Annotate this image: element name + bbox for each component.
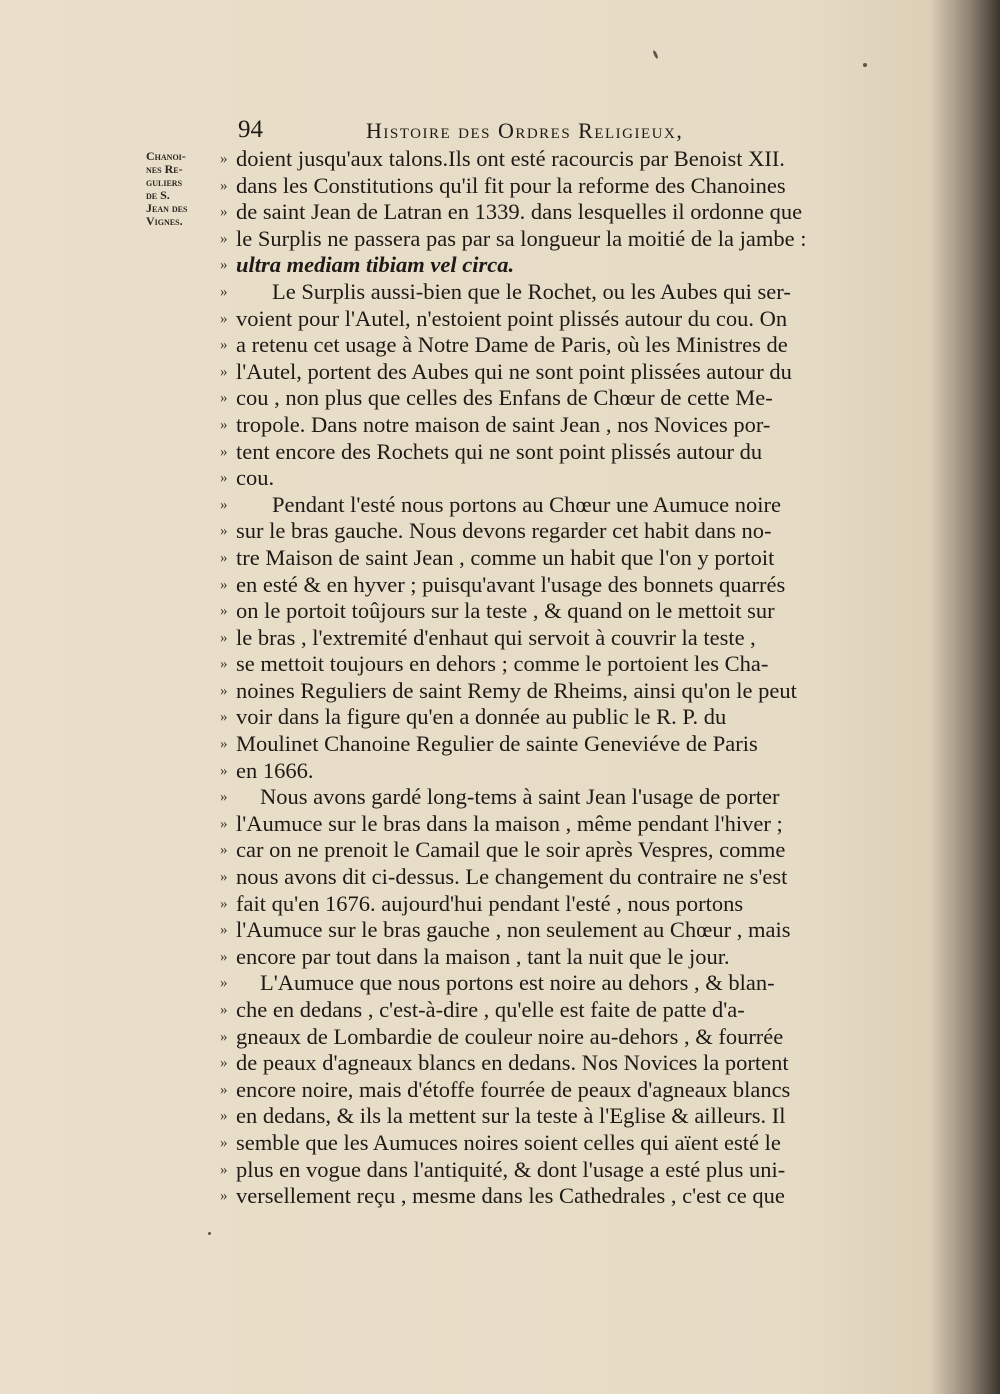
line-text: tropole. Dans notre maison de saint Jean , nos Novices por-: [236, 411, 771, 437]
text-line: [220, 332, 880, 359]
line-text: gneaux de Lombardie de couleur noire au-dehors , & fourrée: [236, 1023, 784, 1049]
quote-mark: »: [220, 1028, 228, 1045]
text-line: [220, 917, 880, 944]
line-text: che en dedans , c'est-à-dire , qu'elle est faite de patte d'a-: [236, 997, 745, 1022]
quote-mark: »: [220, 416, 228, 433]
text-line: [220, 306, 880, 333]
line-text: encore noire, mais d'étoffe fourrée de peaux d'agneaux blancs: [236, 1076, 791, 1102]
line-text: en 1666.: [236, 757, 314, 783]
line-text: cou , non plus que celles des Enfans de Chœur de cette Me-: [236, 385, 773, 411]
line-text: en esté & en hyver ; puisqu'avant l'usage des bonnets quarrés: [236, 571, 786, 597]
quote-mark: »: [220, 496, 228, 513]
quote-mark: »: [220, 230, 228, 247]
line-text: tre Maison de saint Jean , comme un habit que l'on y portoit: [236, 544, 775, 570]
quote-mark: »: [220, 922, 228, 939]
line-text: de peaux d'agneaux blancs en dedans. Nos Novices la portent: [236, 1050, 789, 1076]
page-header: [238, 116, 838, 146]
text-line: [220, 1130, 880, 1157]
quote-mark: »: [220, 842, 228, 859]
text-line: [220, 598, 880, 625]
line-text: Moulinet Chanoine Regulier de sainte Geneviéve de Paris: [236, 731, 758, 757]
text-line: [220, 704, 880, 731]
quote-mark: »: [220, 975, 228, 992]
line-text: on le portoit toûjours sur la teste , & quand on le mettoit sur: [236, 598, 775, 624]
text-line: [220, 651, 880, 678]
margin-note-line: guliers: [146, 175, 183, 189]
line-text: se mettoit toujours en dehors ; comme le portoient les Cha-: [236, 651, 769, 677]
quote-mark: »: [220, 337, 228, 354]
line-text: dans les Constitutions qu'il fit pour la reforme des Chanoines: [236, 172, 786, 198]
text-line: [220, 572, 880, 599]
line-text: l'Autel, portent des Aubes qui ne sont point plissées autour du: [236, 358, 792, 384]
text-line: [220, 944, 880, 971]
line-text: le bras , l'extremité d'enhaut qui servoit à couvrir la teste ,: [236, 624, 756, 650]
text-line: [220, 385, 880, 412]
quote-mark: »: [220, 895, 228, 912]
line-text: semble que les Aumuces noires soient celles qui aïent esté le: [236, 1129, 781, 1155]
line-text: L'Aumuce que nous portons est noire au dehors , & blan-: [260, 970, 775, 996]
text-line: [220, 758, 880, 785]
text-line: [220, 1103, 880, 1130]
line-text: Nous avons gardé long-tems à saint Jean l'usage de porter: [260, 784, 780, 810]
line-text: ultra mediam tibiam vel circa.: [236, 252, 515, 278]
quote-mark: »: [220, 948, 228, 965]
text-line: [220, 864, 880, 891]
quote-mark: »: [220, 736, 228, 753]
text-line: [220, 891, 880, 918]
quote-mark: »: [220, 656, 228, 673]
text-line: [220, 252, 880, 279]
quote-mark: »: [220, 603, 228, 620]
text-line: [220, 199, 880, 226]
line-text: encore par tout dans la maison , tant la nuit que le jour.: [236, 943, 730, 969]
quote-mark: »: [220, 549, 228, 566]
text-line: [220, 811, 880, 838]
quote-mark: »: [220, 177, 228, 194]
quote-mark: »: [220, 789, 228, 806]
margin-note-line: nes Re-: [146, 162, 183, 176]
text-line: [220, 625, 880, 652]
text-line: [220, 279, 880, 306]
text-line: [220, 465, 880, 492]
text-line: [220, 1183, 880, 1210]
quote-mark: »: [220, 310, 228, 327]
text-line: [220, 997, 880, 1024]
line-text: en dedans, & ils la mettent sur la teste à l'Eglise & ailleurs. Il: [236, 1103, 786, 1129]
line-text: l'Aumuce sur le bras dans la maison , même pendant l'hiver ;: [236, 810, 783, 836]
quote-mark: »: [220, 204, 228, 221]
text-line: [220, 412, 880, 439]
text-line: [220, 173, 880, 200]
line-text: car on ne prenoit le Camail que le soir après Vespres, comme: [236, 837, 786, 863]
text-line: [220, 518, 880, 545]
text-line: [220, 1077, 880, 1104]
quote-mark: »: [220, 869, 228, 886]
quote-mark: »: [220, 576, 228, 593]
text-line: [220, 678, 880, 705]
text-line: [220, 784, 880, 811]
quote-mark: »: [220, 390, 228, 407]
text-line: [220, 439, 880, 466]
line-text: Le Surplis aussi-bien que le Rochet, ou les Aubes qui ser-: [272, 278, 791, 304]
margin-note-line: Jean des: [146, 201, 188, 215]
text-line: [220, 492, 880, 519]
quote-mark: »: [220, 1081, 228, 1098]
page-number: 94: [238, 116, 263, 143]
text-line: [220, 545, 880, 572]
running-title: Histoire des Ordres Religieux,: [366, 118, 684, 143]
line-text: cou.: [236, 465, 275, 491]
margin-note-line: Chanoi-: [146, 149, 186, 163]
margin-note: [146, 150, 226, 228]
quote-mark: »: [220, 709, 228, 726]
text-line: [220, 359, 880, 386]
ink-speck: [863, 63, 867, 67]
body-text: [220, 146, 880, 1210]
text-line: [220, 226, 880, 253]
quote-mark: »: [220, 363, 228, 380]
line-text: sur le bras gauche. Nous devons regarder cet habit dans no-: [236, 518, 772, 544]
quote-mark: »: [220, 1134, 228, 1151]
line-text: a retenu cet usage à Notre Dame de Paris, où les Ministres de: [236, 332, 788, 358]
line-text: versellement reçu , mesme dans les Cathedrales , c'est ce que: [236, 1183, 785, 1209]
line-text: fait qu'en 1676. aujourd'hui pendant l'esté , nous portons: [236, 890, 744, 916]
quote-mark: »: [220, 523, 228, 540]
quote-mark: »: [220, 629, 228, 646]
line-text: le Surplis ne passera pas par sa longueur la moitié de la jambe :: [236, 225, 807, 251]
margin-note-line: Vignes.: [146, 214, 183, 228]
quote-mark: »: [220, 1055, 228, 1072]
line-text: tent encore des Rochets qui ne sont point plissés autour du: [236, 438, 763, 464]
text-line: [220, 1024, 880, 1051]
quote-mark: »: [220, 283, 228, 300]
quote-mark: »: [220, 682, 228, 699]
text-line: [220, 146, 880, 173]
text-line: [220, 1050, 880, 1077]
quote-mark: »: [220, 443, 228, 460]
text-line: [220, 1157, 880, 1184]
line-text: de saint Jean de Latran en 1339. dans lesquelles il ordonne que: [236, 199, 803, 225]
quote-mark: »: [220, 257, 228, 274]
line-text: nous avons dit ci-dessus. Le changement du contraire ne s'est: [236, 864, 788, 890]
margin-note-line: de S.: [146, 188, 170, 202]
quote-mark: »: [220, 1161, 228, 1178]
line-text: Pendant l'esté nous portons au Chœur une Aumuce noire: [272, 491, 781, 517]
line-text: noines Reguliers de saint Remy de Rheims, ainsi qu'on le peut: [236, 677, 797, 703]
line-text: voient pour l'Autel, n'estoient point plissés autour du cou. On: [236, 305, 788, 331]
text-line: [220, 970, 880, 997]
quote-mark: »: [220, 762, 228, 779]
line-text: l'Aumuce sur le bras gauche , non seulement au Chœur , mais: [236, 917, 791, 943]
quote-mark: »: [220, 470, 228, 487]
text-line: [220, 731, 880, 758]
line-text: voir dans la figure qu'en a donnée au public le R. P. du: [236, 704, 727, 730]
quote-mark: »: [220, 1108, 228, 1125]
line-text: doient jusqu'aux talons.Ils ont esté racourcis par Benoist XII.: [236, 146, 785, 171]
line-text: plus en vogue dans l'antiquité, & dont l'usage a esté plus uni-: [236, 1156, 786, 1182]
quote-mark: »: [220, 815, 228, 832]
ink-speck: [208, 1232, 211, 1235]
quote-mark: »: [220, 151, 228, 167]
text-line: [220, 837, 880, 864]
ink-speck: [652, 50, 659, 59]
quote-mark: »: [220, 1188, 228, 1205]
quote-mark: »: [220, 1002, 228, 1018]
